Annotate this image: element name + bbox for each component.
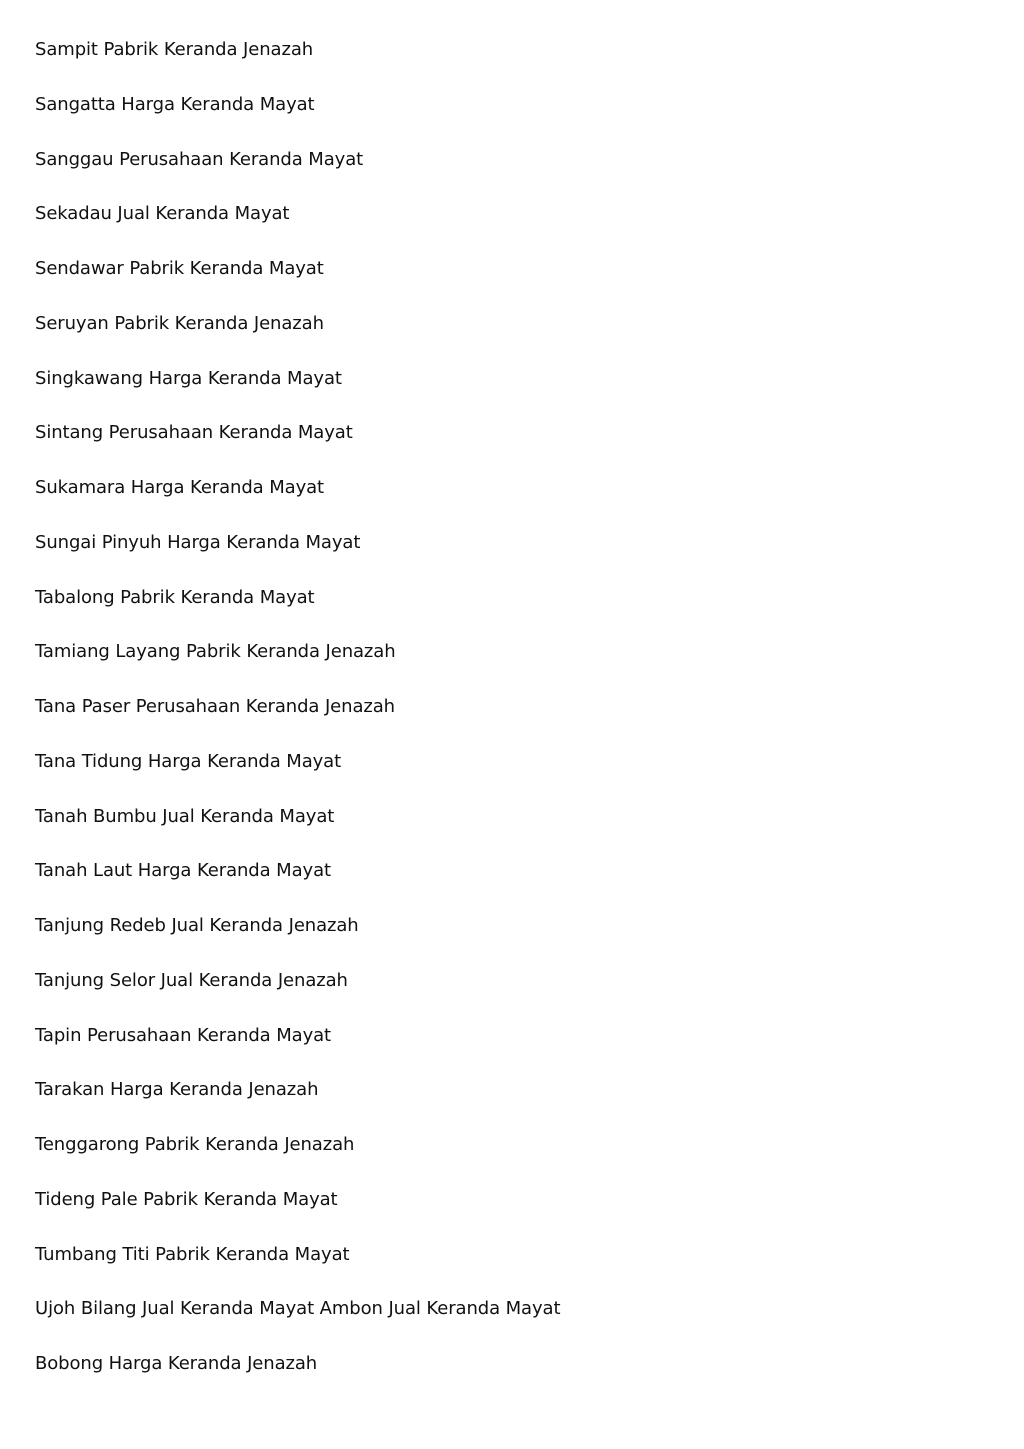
list-item: Singkawang Harga Keranda Mayat xyxy=(35,367,342,389)
list-item: Sungai Pinyuh Harga Keranda Mayat xyxy=(35,531,361,553)
list-item: Tana Paser Perusahaan Keranda Jenazah xyxy=(35,696,395,717)
list-item: Sendawar Pabrik Keranda Mayat xyxy=(35,258,324,279)
list-item: Ujoh Bilang Jual Keranda Mayat Ambon Jual Keranda Mayat xyxy=(35,1298,561,1320)
list-item: Sangatta Harga Keranda Mayat xyxy=(35,93,315,115)
list-item: Tana Tidung Harga Keranda Mayat xyxy=(35,750,342,772)
list-item: Sanggau Perusahaan Keranda Mayat xyxy=(35,148,364,170)
list-item: Sampit Pabrik Keranda Jenazah xyxy=(35,39,314,60)
list-item: Sekadau Jual Keranda Mayat xyxy=(35,203,290,225)
list-item: Seruyan Pabrik Keranda Jenazah xyxy=(35,312,324,334)
list-item: Tenggarong Pabrik Keranda Jenazah xyxy=(35,1134,355,1155)
list-item: Tabalong Pabrik Keranda Mayat xyxy=(35,586,315,608)
location-list xyxy=(35,37,995,1406)
list-item: Tapin Perusahaan Keranda Mayat xyxy=(35,1024,332,1046)
list-item: Tumbang Titi Pabrik Keranda Mayat xyxy=(35,1243,350,1265)
list-item: Sukamara Harga Keranda Mayat xyxy=(35,477,325,498)
list-item: Tarakan Harga Keranda Jenazah xyxy=(35,1079,319,1101)
list-item: Tanjung Redeb Jual Keranda Jenazah xyxy=(35,915,359,936)
list-item: Sintang Perusahaan Keranda Mayat xyxy=(35,422,353,444)
list-item: Tanjung Selor Jual Keranda Jenazah xyxy=(35,969,348,991)
list-item: Tanah Laut Harga Keranda Mayat xyxy=(35,860,331,882)
list-item: Tamiang Layang Pabrik Keranda Jenazah xyxy=(35,641,396,663)
list-item: Bobong Harga Keranda Jenazah xyxy=(35,1353,318,1374)
list-item: Tideng Pale Pabrik Keranda Mayat xyxy=(35,1188,338,1210)
list-item: Tanah Bumbu Jual Keranda Mayat xyxy=(35,805,335,827)
